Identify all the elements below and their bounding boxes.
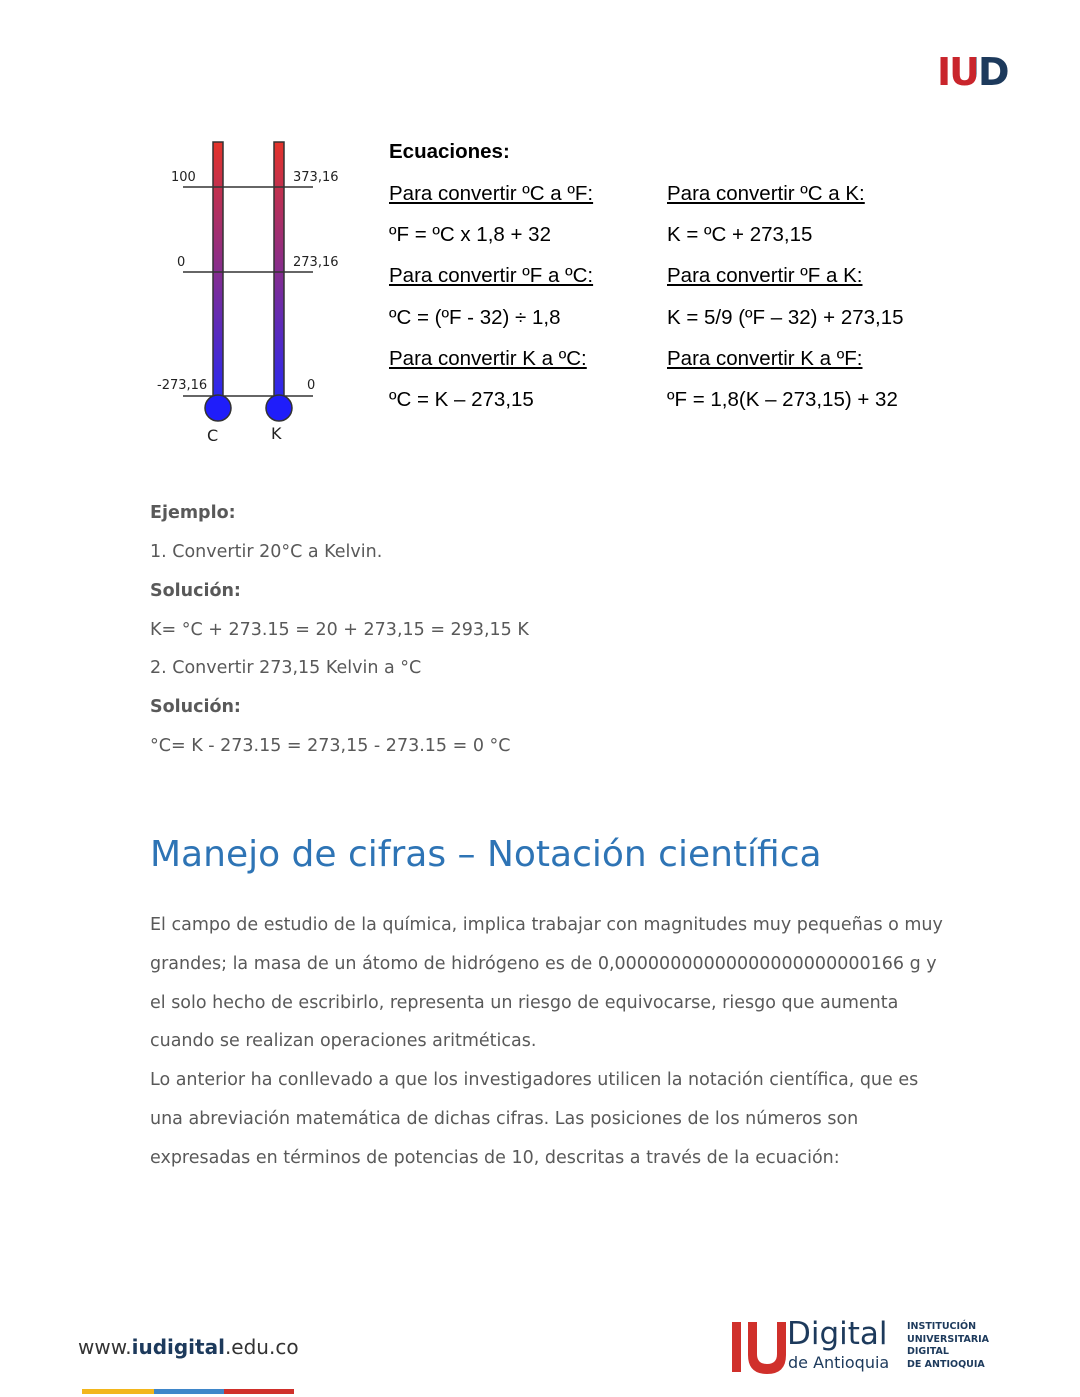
- kelvin-label-273: 273,16: [293, 255, 339, 270]
- example-item-1: 1. Convertir 20°C a Kelvin.: [150, 542, 383, 562]
- celsius-label-0: 0: [177, 255, 186, 270]
- institution-line-2: UNIVERSITARIA: [907, 1333, 990, 1345]
- paragraph-1: El campo de estudio de la química, implica trabajar con magnitudes muy pequeñas o muy grandes; la masa de un átomo de hidrógeno es de 0,00000000000000000000000166 g y el solo hecho de escribirlo, representa un riesgo de equivocarse, riesgo que aumenta cuando se realizan operaciones aritméticas.: [150, 915, 943, 1052]
- footer-logo: [730, 1318, 1010, 1378]
- footer-logo-digital: Digital: [787, 1316, 888, 1352]
- paragraph-2: Lo anterior ha conllevado a que los investigadores utilicen la notación científica, que es una abreviación matemática de dichas cifras. Las posiciones de los números son expresadas en términos de potencias de 10, descritas a través de la ecuación:: [150, 1070, 919, 1168]
- footer-color-bar: [82, 1389, 294, 1394]
- eq-right-heading-2: Para convertir ºF a K:: [667, 264, 863, 287]
- celsius-name: C: [207, 426, 219, 445]
- footer-logo-sub: de Antioquia: [788, 1353, 890, 1372]
- eq-right-formula-1: K = ºC + 273,15: [667, 223, 813, 246]
- eq-left-formula-1: ºF = ºC x 1,8 + 32: [389, 223, 551, 246]
- kelvin-label-373: 373,16: [293, 170, 339, 185]
- header-logo: [937, 50, 1008, 94]
- footer-url-bold: iudigital: [131, 1335, 225, 1359]
- footer-bar-blue: [154, 1389, 224, 1394]
- footer-bar-red: [224, 1389, 294, 1394]
- footer-url-prefix: www.: [78, 1335, 132, 1359]
- institution-line-3: DIGITAL: [907, 1346, 949, 1357]
- eq-left-formula-3: ºC = K – 273,15: [389, 388, 534, 411]
- eq-left-heading-3: Para convertir K a ºC:: [389, 347, 587, 370]
- footer-url[interactable]: [78, 1335, 299, 1359]
- solution-1-text: K= °C + 273.15 = 20 + 273,15 = 293,15 K: [150, 620, 529, 640]
- footer-bar-yellow: [82, 1389, 154, 1394]
- celsius-tube: [213, 142, 223, 397]
- institution-line-4: DE ANTIOQUIA: [907, 1358, 985, 1370]
- eq-left-heading-2: Para convertir ºF a ºC:: [389, 264, 594, 287]
- eq-left-formula-2: ºC = (ºF - 32) ÷ 1,8: [389, 306, 561, 329]
- solution-2-text: °C= K - 273.15 = 273,15 - 273.15 = 0 °C: [150, 736, 511, 756]
- kelvin-label-zero: 0: [307, 378, 316, 393]
- celsius-bulb: [205, 395, 231, 421]
- eq-left-heading-1: Para convertir ºC a ºF:: [389, 182, 594, 205]
- eq-right-formula-2: K = 5/9 (ºF – 32) + 273,15: [667, 306, 904, 329]
- solution-1-label: Solución:: [150, 581, 241, 601]
- institution-line-1: INSTITUCIÓN: [907, 1321, 977, 1332]
- kelvin-tube: [274, 142, 284, 397]
- footer-url-suffix: .edu.co: [224, 1335, 299, 1359]
- footer-institution-text: [907, 1321, 989, 1371]
- eq-right-formula-3: ºF = 1,8(K – 273,15) + 32: [667, 388, 898, 411]
- example-item-2: 2. Convertir 273,15 Kelvin a °C: [150, 658, 422, 678]
- thermometer-diagram: [150, 130, 350, 450]
- eq-right-heading-3: Para convertir K a ºF:: [667, 347, 863, 370]
- kelvin-bulb: [266, 395, 292, 421]
- iu-mark-icon: [730, 1320, 790, 1378]
- solution-2-label: Solución:: [150, 697, 241, 717]
- equations-title: Ecuaciones:: [389, 140, 510, 163]
- celsius-label-100: 100: [171, 170, 196, 185]
- example-title: Ejemplo:: [150, 503, 236, 523]
- celsius-label-abs-zero: -273,16: [157, 378, 208, 393]
- section-heading: Manejo de cifras – Notación científica: [150, 834, 822, 875]
- eq-right-heading-1: Para convertir ºC a K:: [667, 182, 865, 205]
- header-logo-text: IUD: [937, 50, 1008, 94]
- kelvin-name: K: [271, 424, 282, 443]
